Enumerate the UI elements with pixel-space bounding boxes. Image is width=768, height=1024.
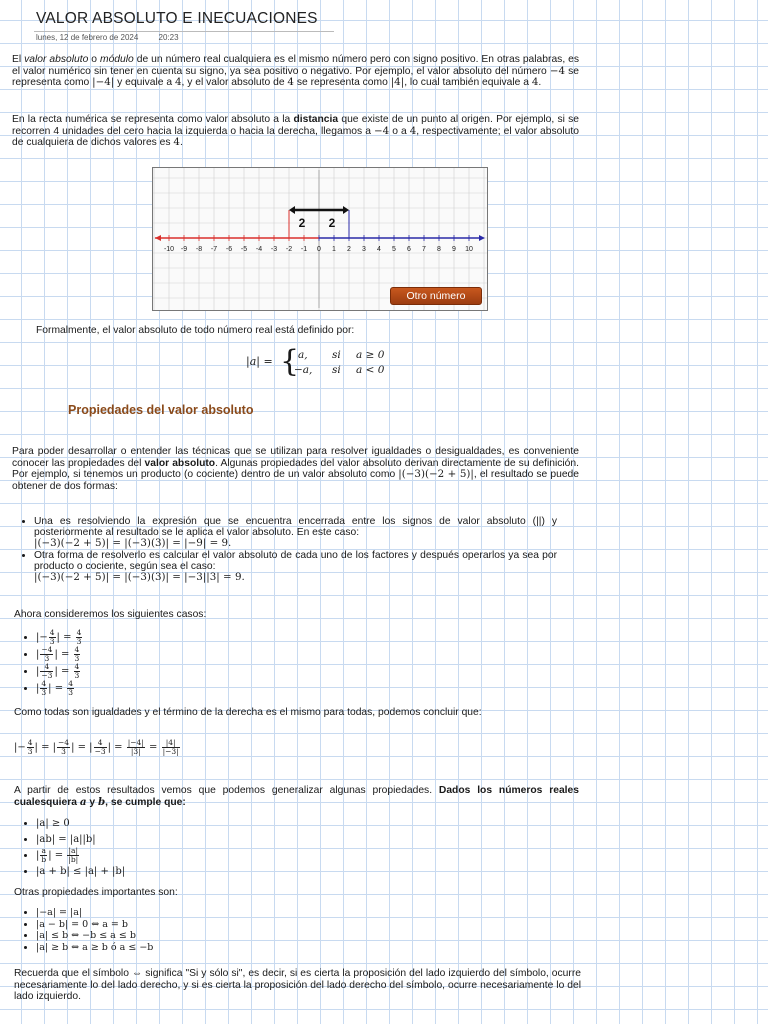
other-prop-item-3: • |a| ≤ b ⇔ −b ≤ a ≤ b — [36, 930, 153, 942]
prop-item-2: • |ab| = |a||b| — [36, 832, 125, 848]
formula-lhs: |a| = — [246, 355, 273, 368]
case-item-4: • | $\frac{4}{3}$ | = $\frac{4}{3}$ — [36, 680, 83, 697]
left-arrowhead — [155, 235, 161, 241]
tick-label: 5 — [392, 246, 396, 253]
properties-paragraph: Para poder desarrollar o entender las técnicas que se utilizan para resolver igualdades o desigualdades, es conveniente conocer las propiedades del valor absoluto. Algunas propiedades del valor absoluto derivan directamente de su definición. Por ejemplo, si tenemos un producto (o cociente) dentro de un valor absoluto como |(−3)(−2 + 5)|, el resultado se puede obtener de dos formas: — [12, 446, 580, 492]
formula-brace: { — [280, 344, 300, 379]
tick-label: 10 — [465, 246, 473, 253]
tick-label: -2 — [285, 246, 293, 253]
definition-formula: |a| = { a, si a ≥ 0 −a, si a < 0 — [246, 344, 385, 379]
tick-label: -5 — [240, 246, 248, 253]
page-title: VALOR ABSOLUTO E INECUACIONES — [36, 10, 318, 27]
tick-label: -10 — [163, 246, 175, 253]
intro-paragraph-2: En la recta numérica se representa como valor absoluto a la distancia que existe de un punto al origen. Por ejemplo, si se recorren 4 unidades del cero hacia la izquierda o hacia la derecha, llegamos a −4 o a 4, respectivamente; el valor absoluto de cualquiera de dichos valores es 4. — [12, 114, 579, 149]
bracket-right-arrow — [343, 206, 349, 214]
tick-label: -6 — [225, 246, 233, 253]
other-number-button[interactable]: Otro número — [390, 287, 482, 305]
other-prop-item-4: • |a| ≥ b ⇔ a ≥ b ó a ≤ −b — [36, 942, 153, 954]
tick-label: -3 — [270, 246, 278, 253]
case-item-2: • | $\frac{-4}{3}$ | = $\frac{4}{3}$ — [36, 646, 83, 663]
other-props-intro: Otras propiedades importantes son: — [14, 887, 178, 898]
other-props-list — [14, 907, 153, 953]
prop-item-1: • |a| ≥ 0 — [36, 816, 125, 832]
page-time: 20:23 — [158, 33, 179, 42]
case-item-3: • | $\frac{4}{-3}$ | = $\frac{4}{3}$ — [36, 663, 83, 680]
cases-conclusion: Como todas son igualdades y el término de la derecha es el mismo para todas, podemos concluir que: — [14, 707, 482, 718]
tick-label: -4 — [255, 246, 263, 253]
title-divider — [34, 31, 334, 32]
tick-label: 7 — [422, 246, 426, 253]
section-heading: Propiedades del valor absoluto — [68, 403, 254, 417]
tick-label: 0 — [317, 246, 321, 253]
cases-list — [14, 629, 83, 697]
equality-chain: |− $\frac{4}{3}$ | = | $\frac{-4}{3}$ | = | $\frac{4}{-3}$ | = $\frac{|-4|}{|3|}$ = $\frac{|4|}{|-3|}$ — [14, 738, 179, 756]
generalize-paragraph: A partir de estos resultados vemos que podemos generalizar algunas propiedades. Dados los números reales cualesquiera a y b, se cumple que: — [14, 785, 579, 808]
methods-list — [12, 516, 557, 583]
prop-item-4: • |a + b| ≤ |a| + |b| — [36, 864, 125, 880]
cases-intro: Ahora consideremos los siguientes casos: — [14, 609, 207, 620]
tick-label: 8 — [437, 246, 441, 253]
tick-label: 2 — [347, 246, 351, 253]
method-item-1: • Una es resolviendo la expresión que se encuentra encerrada entre los signos de valor absoluto (||) y posteriormente al resultado se le aplica el valor absoluto. En este caso: |(−3)(−2 + 5)| = |(−3)(3)| = |−9| = 9. — [34, 516, 557, 550]
tick-label: 3 — [362, 246, 366, 253]
closing-paragraph: Recuerda que el símbolo ⇔ significa "Si y sólo si", es decir, si es cierta la proposición del lado izquierdo del símbolo, ocurre necesariamente lo del lado derecho, y si es cierta la proposición del lado derecho del símbolo, ocurre necesariamente lo del lado izquierdo. — [14, 968, 581, 1003]
tick-label: 1 — [332, 246, 336, 253]
case-item-1: • |− $\frac{4}{3}$ | = $\frac{4}{3}$ — [36, 629, 83, 646]
other-prop-item-1: • |−a| = |a| — [36, 907, 153, 919]
prop-item-3: • | $\frac{a}{b}$ | = $\frac{|a|}{|b|}$ — [36, 847, 125, 864]
other-prop-item-2: • |a − b| = 0 ⇔ a = b — [36, 919, 153, 931]
definition-intro: Formalmente, el valor absoluto de todo número real está definido por: — [36, 325, 355, 336]
method-item-2: • Otra forma de resolverlo es calcular el valor absoluto de cada uno de los factores y después operarlos ya sea por producto o cociente, según sea el caso: |(−3)(−2 + 5)| = |(−3)(3)| = |−3||3| = 9. — [34, 550, 557, 584]
distance-label-right: 2 — [328, 216, 336, 230]
tick-label: -8 — [195, 246, 203, 253]
page-meta — [36, 33, 197, 42]
tick-label: 4 — [377, 246, 381, 253]
tick-label: -7 — [210, 246, 218, 253]
tick-label: -9 — [180, 246, 188, 253]
general-props-list — [14, 816, 125, 880]
page-date: lunes, 12 de febrero de 2024 — [36, 33, 139, 42]
tick-label: 9 — [452, 246, 456, 253]
bracket-left-arrow — [289, 206, 295, 214]
tick-label: 6 — [407, 246, 411, 253]
intro-paragraph-1: El valor absoluto o módulo de un número real cualquiera es el mismo número pero con signo positivo. En otras palabras, es el valor numérico sin tener en cuenta su signo, ya sea positivo o negativo. Por ejemplo, el valor absoluto del número −4 se representa como |−4| y equivale a 4, y el valor absoluto de 4 se representa como |4|, lo cual también equivale a 4. — [12, 54, 580, 89]
tick-label: -1 — [300, 246, 308, 253]
distance-label-left: 2 — [298, 216, 306, 230]
